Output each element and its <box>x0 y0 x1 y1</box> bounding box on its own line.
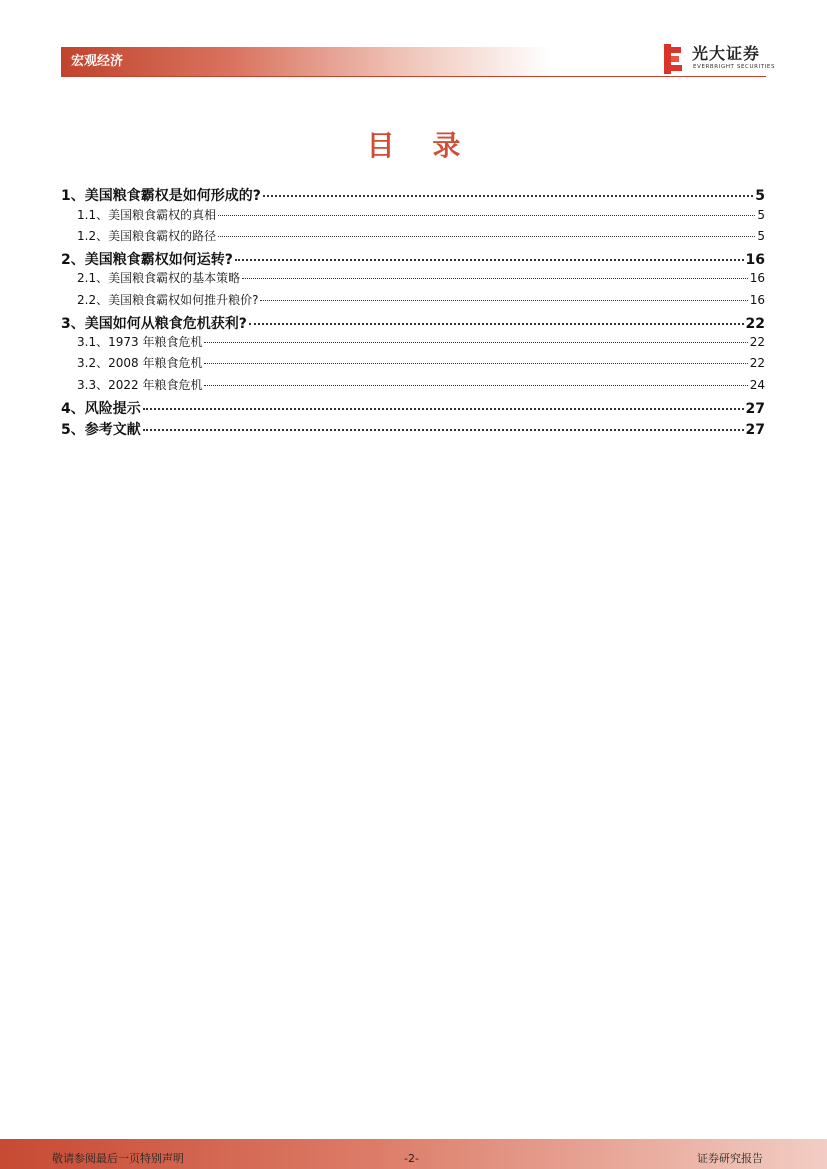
footer-page-number: -2- <box>404 1152 419 1165</box>
toc-entry-page: 16 <box>745 251 765 268</box>
header-divider <box>61 76 766 77</box>
toc-dot-leader <box>218 203 755 216</box>
toc-entry-title: 美国粮食霸权如何推升粮价? <box>108 292 259 307</box>
footer-disclaimer: 敬请参阅最后一页特别声明 <box>52 1152 184 1165</box>
toc-entry-number: 3.2、 <box>77 356 109 371</box>
toc-entry-page: 22 <box>749 356 765 371</box>
toc-entry-page: 22 <box>745 315 765 332</box>
toc-entry-page: 27 <box>745 422 765 439</box>
toc-entry-page: 22 <box>749 335 765 350</box>
toc-entry-page: 16 <box>749 292 765 307</box>
toc-dot-leader <box>218 224 755 237</box>
toc-dot-leader <box>242 266 748 279</box>
toc-entry-title: 1973 年粮食危机 <box>108 335 203 350</box>
toc-dot-leader <box>260 288 747 301</box>
toc-dot-leader <box>204 351 747 364</box>
toc-entry-number: 2.1、 <box>77 271 109 286</box>
toc-entry-page: 27 <box>745 400 765 417</box>
toc-entry-title: 美国粮食霸权的真相 <box>108 207 217 222</box>
toc-entry-page: 5 <box>755 188 765 204</box>
toc-entry-title: 美国粮食霸权的路径 <box>108 228 217 243</box>
toc-entry[interactable] <box>61 418 765 440</box>
toc-entry-page: 16 <box>749 271 765 286</box>
toc-entry-title: 美国粮食霸权是如何形成的? <box>84 188 261 204</box>
toc-dot-leader <box>249 309 744 325</box>
toc-dot-leader <box>143 394 744 410</box>
toc-entry-number: 2.2、 <box>77 292 109 307</box>
toc-entry-page: 5 <box>757 228 765 243</box>
toc-dot-leader <box>204 373 747 386</box>
toc-entry-title: 2022 年粮食危机 <box>108 377 203 392</box>
toc-entry-title: 参考文献 <box>84 422 141 439</box>
toc-entry-number: 1、 <box>61 188 85 204</box>
toc-entry-number: 1.2、 <box>77 228 109 243</box>
toc-dot-leader <box>204 330 747 343</box>
toc-entry-title: 美国粮食霸权的基本策略 <box>108 271 241 286</box>
logo-chinese-name: 光大证券 <box>692 44 761 63</box>
logo-english-name: EVERBRIGHT SECURITIES <box>693 64 776 70</box>
toc-entry-number: 3.3、 <box>77 377 109 392</box>
toc-entry-number: 4、 <box>61 400 85 417</box>
toc-dot-leader <box>263 181 753 197</box>
table-of-contents <box>61 184 765 440</box>
toc-entry-number: 2、 <box>61 251 85 268</box>
toc-dot-leader <box>143 415 744 431</box>
toc-entry-number: 5、 <box>61 422 85 439</box>
toc-entry-number: 3.1、 <box>77 335 109 350</box>
toc-entry-title: 美国粮食霸权如何运转? <box>84 251 233 268</box>
toc-entry-title: 美国如何从粮食危机获利? <box>84 315 247 332</box>
toc-entry-number: 3、 <box>61 315 85 332</box>
header-section-title: 宏观经济 <box>71 54 124 69</box>
toc-entry-page: 5 <box>757 207 765 222</box>
header-bar <box>61 47 551 76</box>
footer-report-type: 证券研究报告 <box>697 1152 763 1165</box>
toc-entry-title: 2008 年粮食危机 <box>108 356 203 371</box>
everbright-logo-icon <box>662 44 684 74</box>
toc-dot-leader <box>235 245 744 261</box>
toc-entry-page: 24 <box>749 377 765 392</box>
toc-entry-title: 风险提示 <box>84 400 141 417</box>
everbright-logo <box>662 44 776 74</box>
toc-title: 目 录 <box>366 129 475 162</box>
toc-entry-number: 1.1、 <box>77 207 109 222</box>
